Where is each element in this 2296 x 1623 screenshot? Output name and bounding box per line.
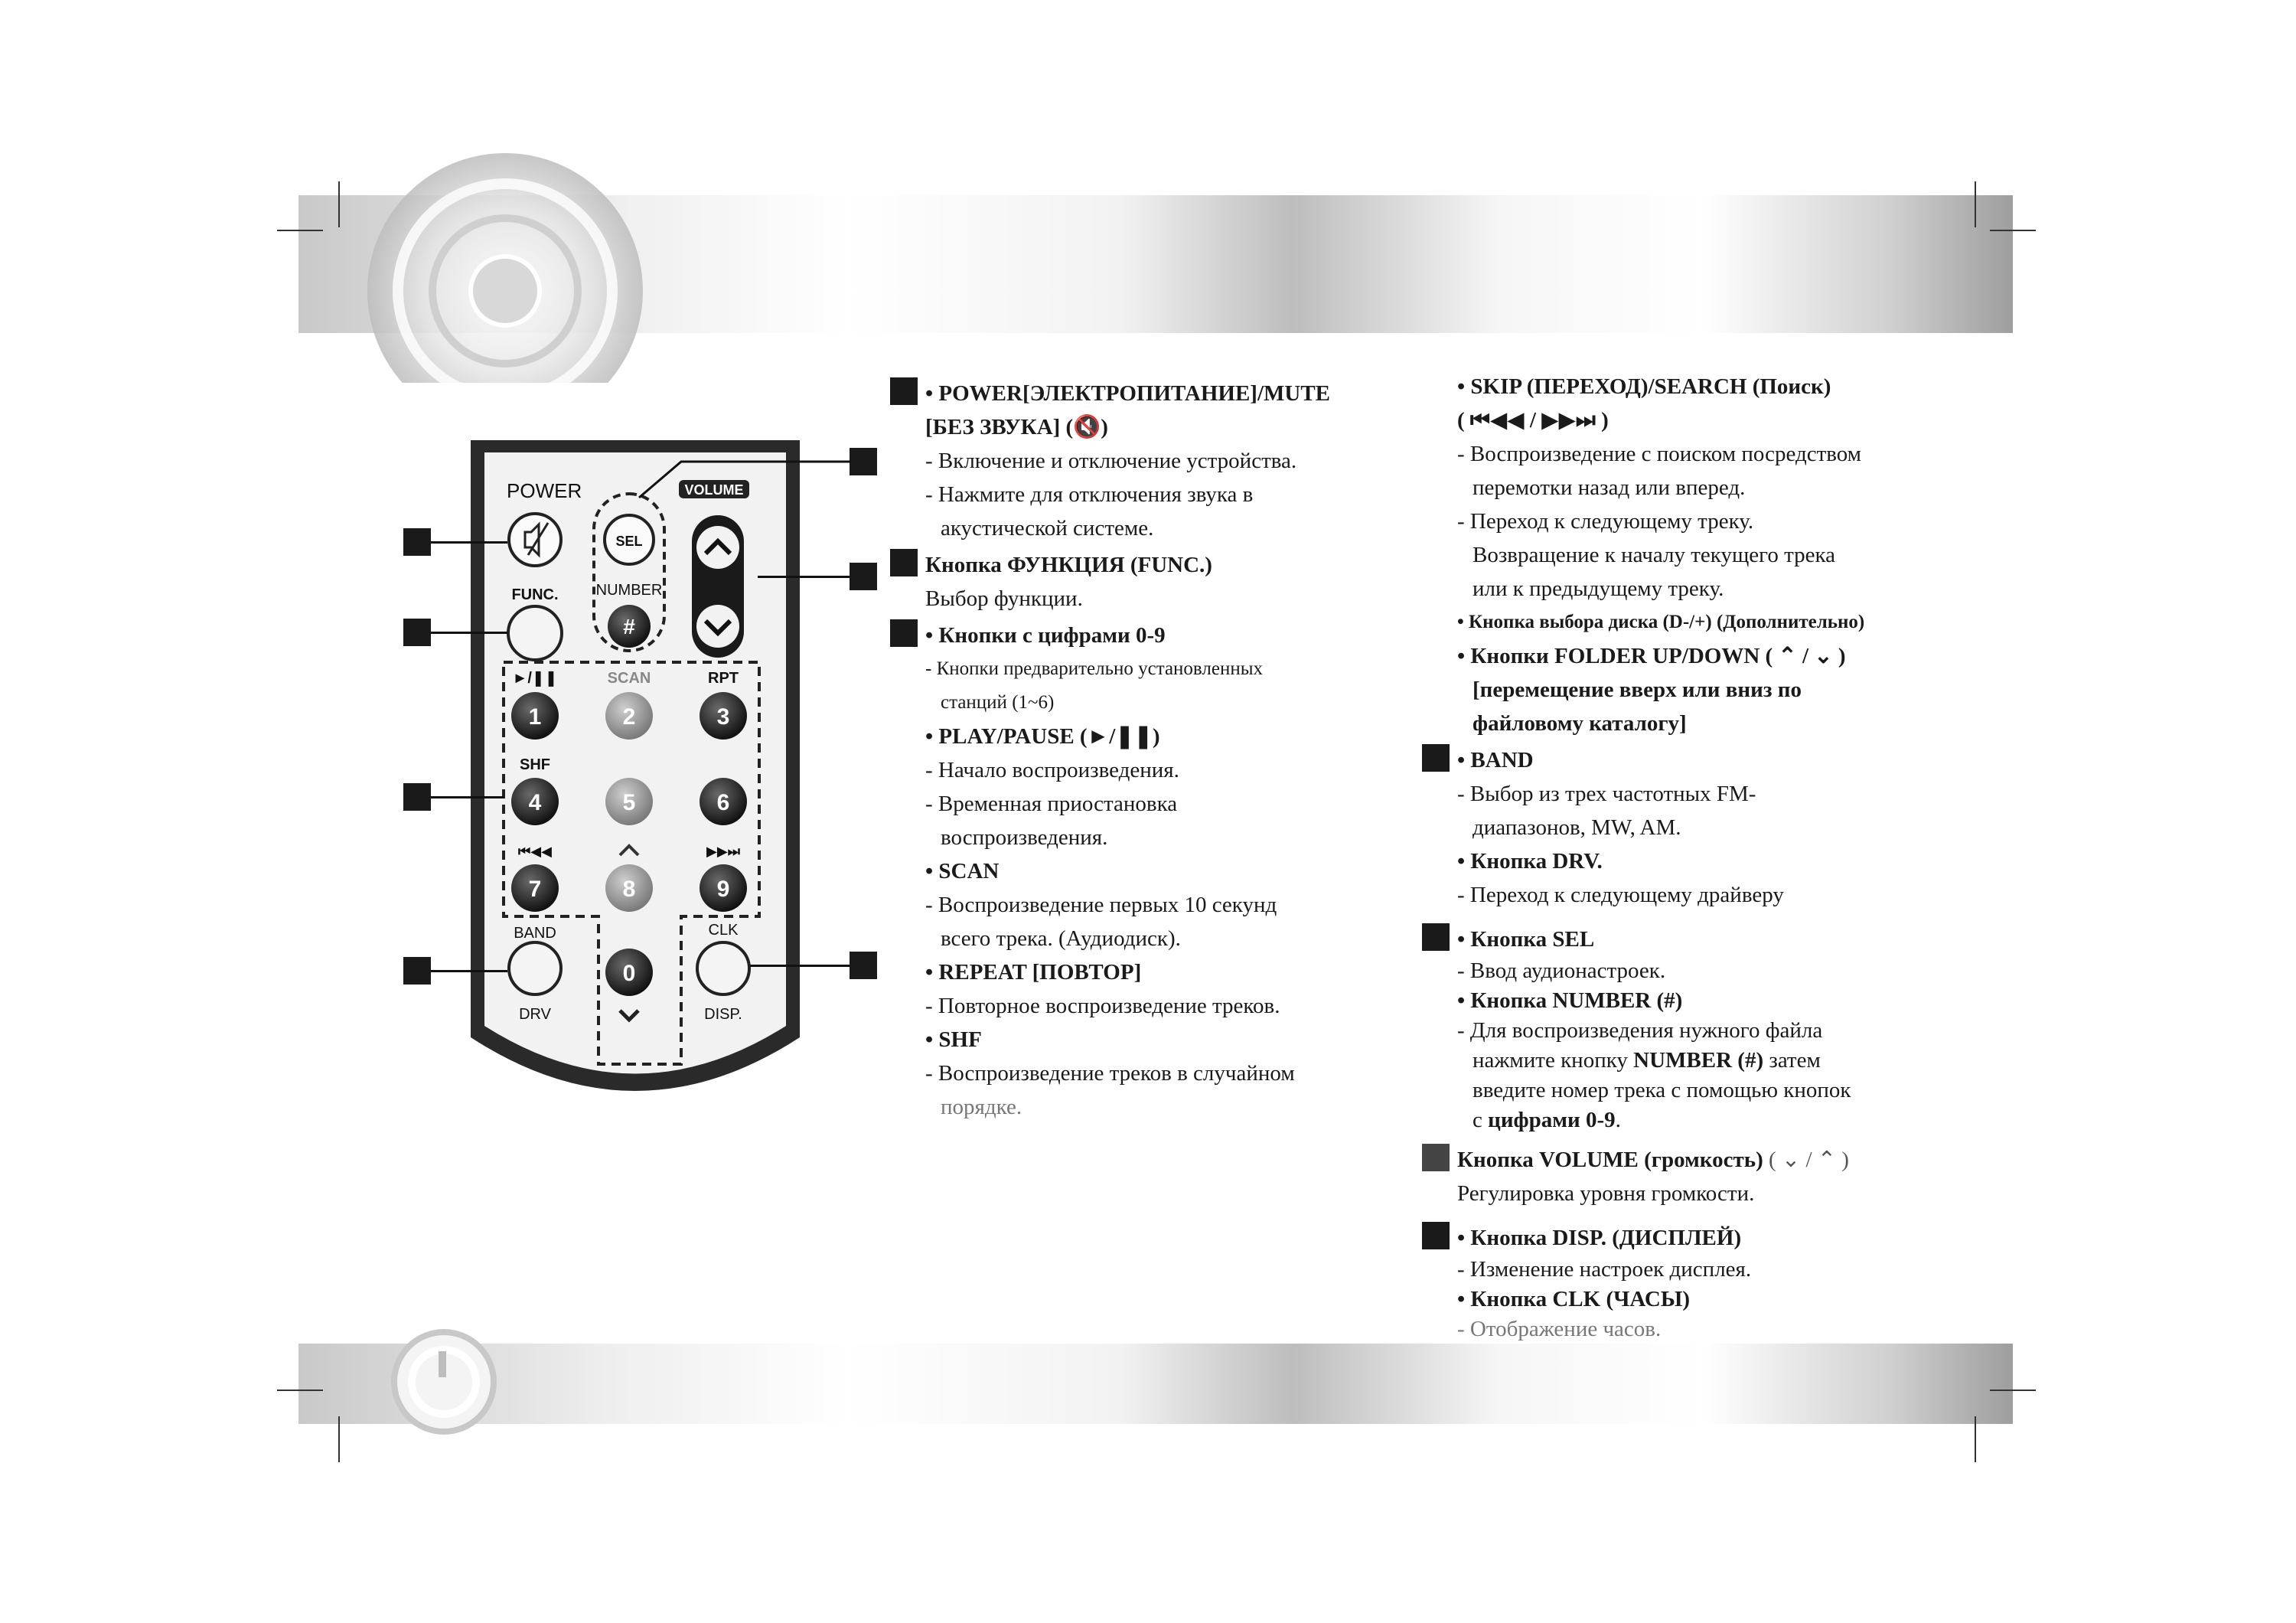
skip-desc-2c: или к предыдущему треку. [1473, 576, 1724, 601]
drv-label: DRV [519, 1006, 551, 1023]
leader-line-sel [635, 456, 853, 501]
svg-text:3: 3 [716, 704, 730, 730]
play-desc-2b: воспроизведения. [941, 825, 1108, 850]
power-desc-2b: акустической системе. [941, 516, 1154, 540]
disp-desc: - Изменение настроек дисплея. [1457, 1257, 1752, 1282]
scan-desc-a: - Воспроизведение первых 10 секунд [925, 893, 1277, 917]
svg-text:9: 9 [716, 877, 730, 902]
svg-text:7: 7 [528, 877, 542, 902]
crop-mark [338, 1416, 340, 1462]
digit-0-button[interactable] [605, 949, 653, 996]
volume-desc: Регулировка уровня громкости. [1457, 1181, 1755, 1206]
callout-marker-disp [850, 952, 877, 979]
section-marker [1422, 1144, 1450, 1171]
folder-title-1: • Кнопки FOLDER UP/DOWN ( ⌃ / ⌄ ) [1457, 644, 1846, 668]
skip-title-1: • SKIP (ПЕРЕХОД)/SEARCH (Поиск) [1457, 374, 1831, 399]
sel-button[interactable] [605, 515, 654, 564]
func-title: Кнопка ФУНКЦИЯ (FUNC.) [925, 553, 1212, 577]
play-pause-label: ►/❚❚ [512, 670, 558, 687]
digits-desc-a: - Кнопки предварительно установленных [925, 658, 1264, 679]
shf-desc-a: - Воспроизведение треков в случайном [925, 1061, 1295, 1086]
skip-desc-2a: - Переход к следующему треку. [1457, 509, 1754, 534]
drv-desc: - Переход к следующему драйверу [1457, 883, 1784, 907]
repeat-desc: - Повторное воспроизведение треков. [925, 994, 1280, 1018]
digit-1-button[interactable] [511, 692, 559, 740]
clk-label: CLK [708, 922, 739, 939]
power-mute-title: • POWER[ЭЛЕКТРОПИТАНИЕ]/MUTE [925, 381, 1331, 406]
number-desc-d-bold: цифрами 0-9 [1488, 1108, 1616, 1132]
leader-line [431, 796, 504, 798]
func-button[interactable] [508, 606, 562, 660]
remote-control [459, 433, 811, 1129]
section-marker [890, 549, 918, 576]
band-desc-b: диапазонов, MW, AM. [1473, 815, 1681, 840]
power-desc-2a: - Нажмите для отключения звука в [925, 482, 1254, 507]
callout-marker-sel [850, 448, 877, 475]
func-label: FUNC. [511, 586, 559, 603]
drv-title: • Кнопка DRV. [1457, 849, 1603, 874]
crop-mark [338, 181, 340, 227]
digit-5-button[interactable] [605, 778, 653, 825]
digit-7-button[interactable] [511, 864, 559, 912]
digit-8-button[interactable] [605, 864, 653, 912]
number-desc-b-post: затем [1763, 1048, 1821, 1073]
clk-disp-button[interactable] [697, 942, 749, 994]
crop-mark [1975, 1416, 1976, 1462]
power-mute-button[interactable] [509, 514, 561, 566]
crop-mark [1975, 181, 1976, 227]
svg-text:0: 0 [622, 961, 636, 986]
remote-control-svg [459, 433, 811, 1129]
text-column-2 [1422, 370, 1988, 1344]
power-mute-title-2: [БЕЗ ЗВУКА] (🔇) [925, 415, 1108, 439]
footer-disc-graphic [390, 1321, 497, 1435]
disc-graphic [360, 153, 651, 383]
digit-3-button[interactable] [700, 692, 747, 740]
skip-desc-1b: перемотки назад или вперед. [1473, 475, 1746, 500]
number-label: NUMBER [595, 582, 663, 599]
svg-text:5: 5 [622, 790, 636, 815]
rpt-label: RPT [708, 670, 739, 687]
digit-4-button[interactable] [511, 778, 559, 825]
svg-text:6: 6 [716, 790, 730, 815]
leader-line [750, 965, 850, 967]
skip-desc-2b: Возвращение к началу текущего трека [1473, 543, 1835, 567]
svg-text:4: 4 [528, 790, 542, 815]
digit-9-button[interactable] [700, 864, 747, 912]
callout-marker-func [403, 619, 431, 646]
svg-text:SEL: SEL [615, 534, 643, 549]
band-title: • BAND [1457, 748, 1534, 772]
power-desc-1: - Включение и отключение устройства. [925, 449, 1297, 473]
sel-title: • Кнопка SEL [1457, 927, 1595, 952]
scan-label: SCAN [607, 670, 651, 687]
svg-text:2: 2 [622, 704, 636, 730]
folder-title-3: файловому каталогу] [1473, 711, 1687, 736]
number-desc-b-bold: NUMBER (#) [1633, 1048, 1764, 1073]
disp-title: • Кнопка DISP. (ДИСПЛЕЙ) [1457, 1226, 1742, 1250]
shf-title: • SHF [925, 1027, 982, 1052]
leader-line [431, 970, 507, 972]
section-marker [1422, 923, 1450, 951]
repeat-title: • REPEAT [ПОВТОР] [925, 960, 1142, 985]
leader-line [758, 576, 850, 578]
scan-desc-b: всего трека. (Аудиодиск). [941, 926, 1181, 951]
number-desc-d-post: . [1615, 1108, 1621, 1132]
sel-desc: - Ввод аудионастроек. [1457, 958, 1666, 983]
disc-select-title: • Кнопка выбора диска (D-/+) (Дополнительно) [1457, 612, 1865, 632]
play-desc-1: - Начало воспроизведения. [925, 758, 1179, 782]
digit-2-button[interactable] [605, 692, 653, 740]
folder-title-2: [перемещение вверх или вниз по [1473, 678, 1802, 702]
digit-6-button[interactable] [700, 778, 747, 825]
footer-band [298, 1344, 2013, 1424]
crop-mark [1990, 1390, 2036, 1391]
svg-text:#: # [623, 615, 635, 638]
text-column-1 [890, 377, 1395, 1124]
band-label: BAND [514, 925, 556, 942]
band-desc-a: - Выбор из трех частотных FM- [1457, 782, 1756, 806]
volume-rocker[interactable] [692, 515, 744, 658]
volume-label: VOLUME [684, 482, 744, 498]
crop-mark [277, 1390, 323, 1391]
callout-marker-digits [403, 783, 431, 811]
play-pause-title: • PLAY/PAUSE (►/❚❚) [925, 724, 1160, 749]
play-desc-2a: - Временная приостановка [925, 792, 1178, 816]
func-desc: Выбор функции. [925, 586, 1083, 611]
skip-forward-label: ▶▶⏭ [706, 844, 740, 859]
section-marker [1422, 744, 1450, 772]
callout-marker-volume [850, 563, 877, 590]
crop-mark [277, 230, 323, 231]
section-marker [890, 377, 918, 405]
leader-line [431, 541, 507, 544]
crop-mark [1990, 230, 2036, 231]
clk-title: • Кнопка CLK (ЧАСЫ) [1457, 1287, 1690, 1311]
section-marker [890, 619, 918, 647]
section-marker [1422, 1222, 1450, 1249]
digits-title: • Кнопки с цифрами 0-9 [925, 623, 1166, 648]
volume-icons: ( ⌄ / ⌃ ) [1768, 1148, 1849, 1172]
svg-text:8: 8 [622, 877, 636, 902]
callout-marker-power [403, 528, 431, 556]
scan-title: • SCAN [925, 859, 1000, 883]
clk-desc: - Отображение часов. [1457, 1317, 1662, 1341]
digits-desc-b: станций (1~6) [941, 692, 1055, 713]
volume-title: Кнопка VOLUME (громкость) [1457, 1148, 1763, 1172]
shf-desc-b: порядке. [941, 1095, 1022, 1119]
callout-marker-band [403, 957, 431, 985]
number-desc-b-pre: нажмите кнопку [1473, 1048, 1634, 1073]
power-label: POWER [507, 479, 582, 502]
shf-label: SHF [520, 756, 550, 773]
number-title: • Кнопка NUMBER (#) [1457, 988, 1683, 1013]
number-hash-button[interactable] [608, 605, 651, 648]
svg-text:1: 1 [528, 704, 542, 730]
skip-title-2: ( ⏮◀◀ / ▶▶⏭ ) [1457, 408, 1609, 433]
skip-desc-1a: - Воспроизведение с поиском посредством [1457, 442, 1862, 466]
band-button[interactable] [509, 942, 561, 994]
skip-back-label: ⏮◀◀ [518, 844, 552, 859]
disp-label: DISP. [704, 1006, 742, 1023]
number-desc-d-pre: с [1473, 1108, 1489, 1132]
number-desc-c: введите номер трека с помощью кнопок [1473, 1078, 1851, 1102]
leader-line [431, 632, 507, 634]
number-desc-a: - Для воспроизведения нужного файла [1457, 1018, 1823, 1043]
